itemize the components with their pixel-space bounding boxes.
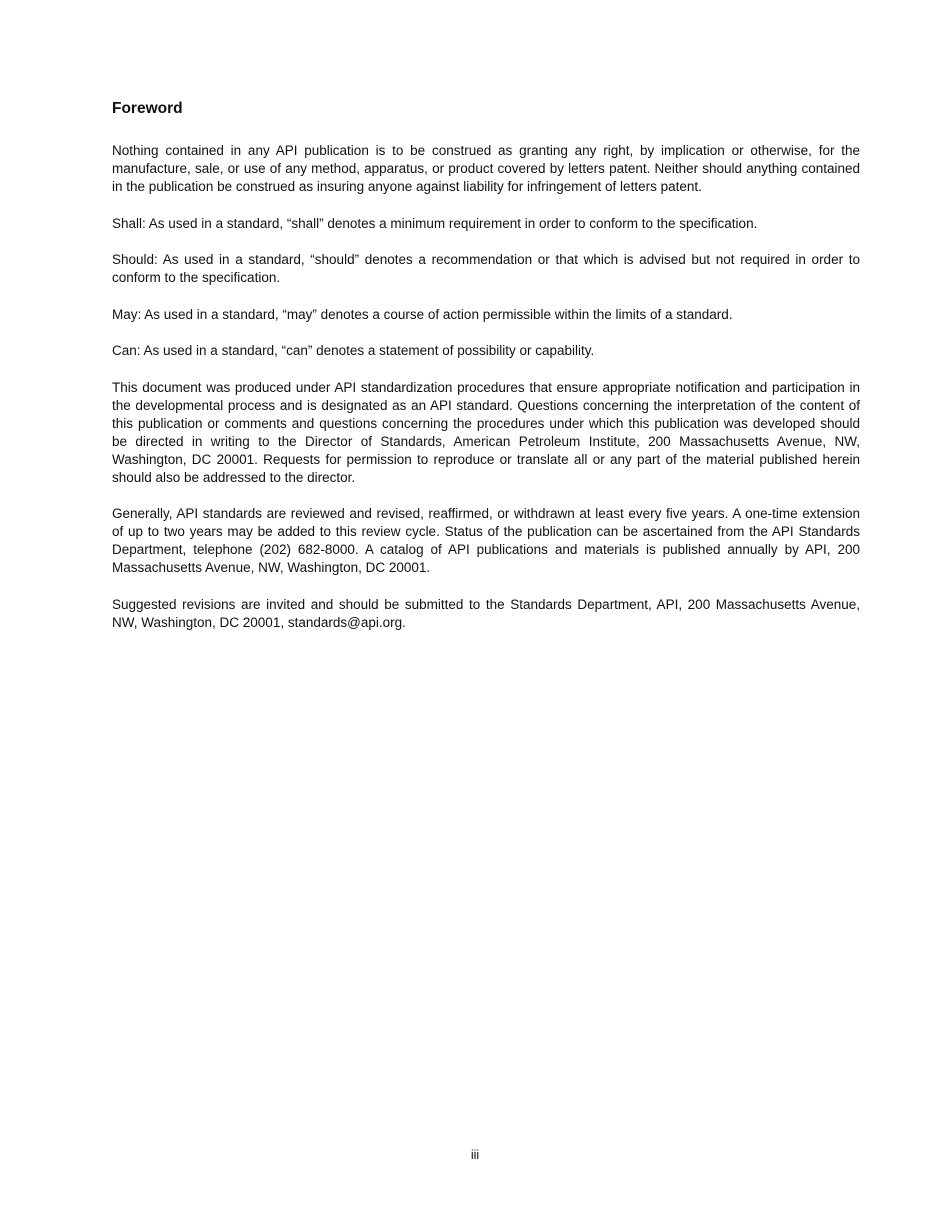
document-body [112, 100, 860, 650]
paragraph-standardization-procedures: This document was produced under API standardization procedures that ensure appropriate notification and participation in the developmental process and is designated as an API standard. Questions concerning the interpretation of the content of this publication or comments and questions concerning the procedures under which this publication was developed should be directed in writing to the Director of Standards, American Petroleum Institute, 200 Massachusetts Avenue, NW, Washington, DC 20001. Requests for permission to reproduce or translate all or any part of the material published herein should also be addressed to the director. [112, 379, 860, 485]
paragraph-may-definition: May: As used in a standard, “may” denotes a course of action permissible within the limits of a standard. [112, 306, 733, 322]
paragraph-review-cycle: Generally, API standards are reviewed and revised, reaffirmed, or withdrawn at least every five years. A one-time extension of up to two years may be added to this review cycle. Status of the publication can be ascertained from the API Standards Department, telephone (202) 682-8000. A catalog of API publications and materials is published annually by API, 200 Massachusetts Avenue, NW, Washington, DC 20001. [112, 506, 860, 575]
paragraph-patent-disclaimer: Nothing contained in any API publication is to be construed as granting any right, by implication or otherwise, for the manufacture, sale, or use of any method, apparatus, or product covered by letters patent. Neither should anything contained in the publication be construed as insuring anyone against liability for infringement of letters patent. [112, 143, 860, 194]
page-number: iii [470, 1148, 480, 1162]
paragraph-suggested-revisions: Suggested revisions are invited and should be submitted to the Standards Department, API, 200 Massachusetts Avenue, NW, Washington, DC 20001, standards@api.org. [112, 596, 860, 630]
paragraph-can-definition: Can: As used in a standard, “can” denotes a statement of possibility or capability. [112, 343, 595, 358]
paragraph-should-definition: Should: As used in a standard, “should” denotes a recommendation or that which is advised but not required in order to conform to the specification. [112, 252, 860, 285]
paragraph-shall-definition: Shall: As used in a standard, “shall” denotes a minimum requirement in order to conform to the specification. [112, 215, 758, 231]
page-title: Foreword [112, 100, 183, 117]
